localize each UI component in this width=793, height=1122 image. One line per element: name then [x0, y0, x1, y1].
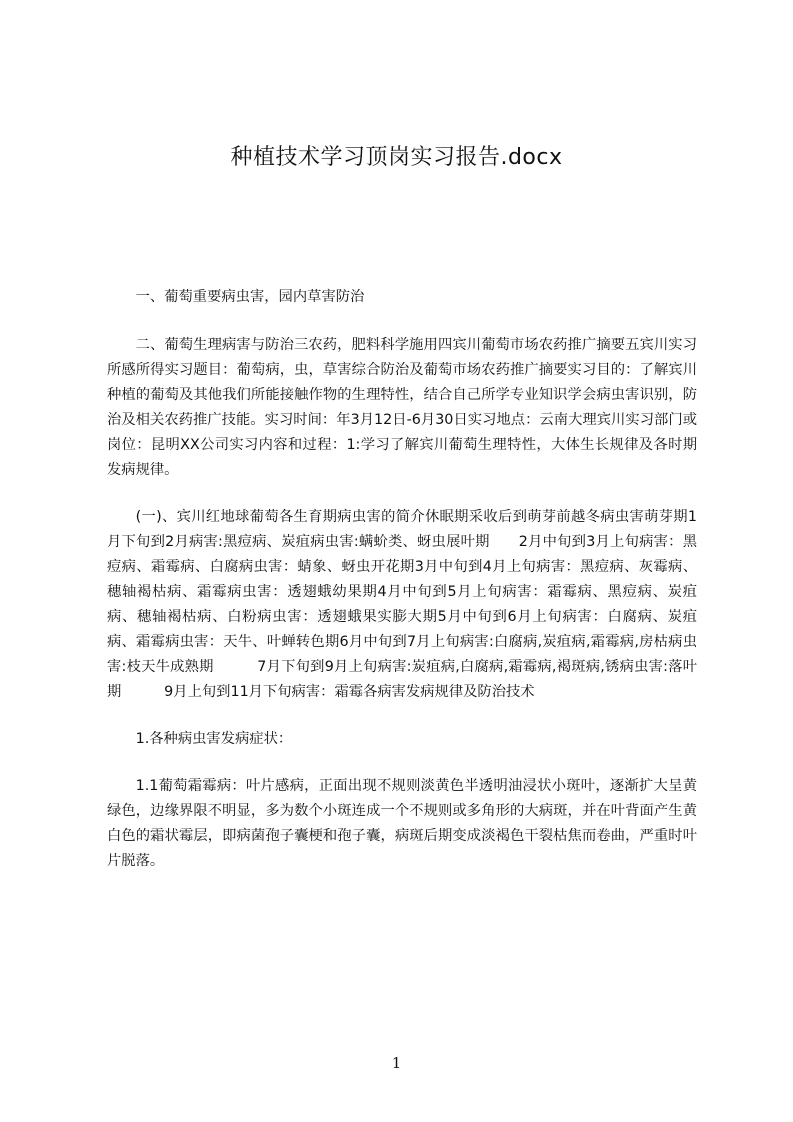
paragraph-section-two-summary: 二、葡萄生理病害与防治三农药，肥料科学施用四宾川葡萄市场农药推广摘要五宾川实习所感所得实习题目：葡萄病，虫，草害综合防治及葡萄市场农药推广摘要实习目的：了解宾川种植的葡萄及其他我们所能接触作物的生理特性，结合自己所学专业知识学会病虫害识别，防治及相关农药推广技能。实习时间：年3月12日-6月30日实习地点：云南大理宾川实习部门或岗位：昆明XX公司实习内容和过程：1:学习了解宾川葡萄生理特性，大体生长规律及各时期发病规律。	[107, 337, 697, 478]
document-body	[107, 285, 697, 874]
paragraph-symptoms-heading: 1.各种病虫害发病症状：	[135, 731, 293, 747]
paragraph-downy-mildew: 1.1葡萄霜霉病：叶片感病，正面出现不规则淡黄色半透明油浸状小斑叶，逐渐扩大呈黄绿色，边缘界限不明显，多为数个小斑连成一个不规则或多角形的大病斑，并在叶背面产生黄白色的霜状霉层，即病菌孢子囊梗和孢子囊，病斑后期变成淡褐色干裂枯焦而卷曲，严重时叶片脱落。	[107, 778, 697, 869]
paragraph-section-one-heading: 一、葡萄重要病虫害，园内草害防治	[135, 289, 365, 305]
document-title: 种植技术学习顶岗实习报告.docx	[230, 145, 563, 170]
page-number: 1	[391, 1054, 402, 1072]
paragraph-growth-stage-pests: (一)、宾川红地球葡萄各生育期病虫害的简介休眠期采收后到萌芽前越冬病虫害萌芽期1月下旬到2月病害:黑痘病、炭疽病虫害:螨蚧类、蚜虫展叶期 2月中旬到3月上旬病害：黑痘病、霜霉病、白腐病虫害：蜻象、蚜虫开花期3月中旬到4月上旬病害：黑痘病、灰霉病、穗轴褐枯病、霜霉病虫害：透翅蛾幼果期4月中旬到5月上旬病害：霜霉病、黑痘病、炭疽病、穗轴褐枯病、白粉病虫害：透翅蛾果实膨大期5月中旬到6月上旬病害：白腐病、炭疽病、霜霉病虫害：天牛、叶蝉转色期6月中旬到7月上旬病害:白腐病,炭疽病,霜霉病,房枯病虫害:枝天牛成熟期 7月下旬到9月上旬病害:炭疽病,白腐病,霜霉病,褐斑病,锈病虫害:落叶期 9月上旬到11月下旬病害：霜霉各病害发病规律及防治技术	[107, 509, 697, 700]
